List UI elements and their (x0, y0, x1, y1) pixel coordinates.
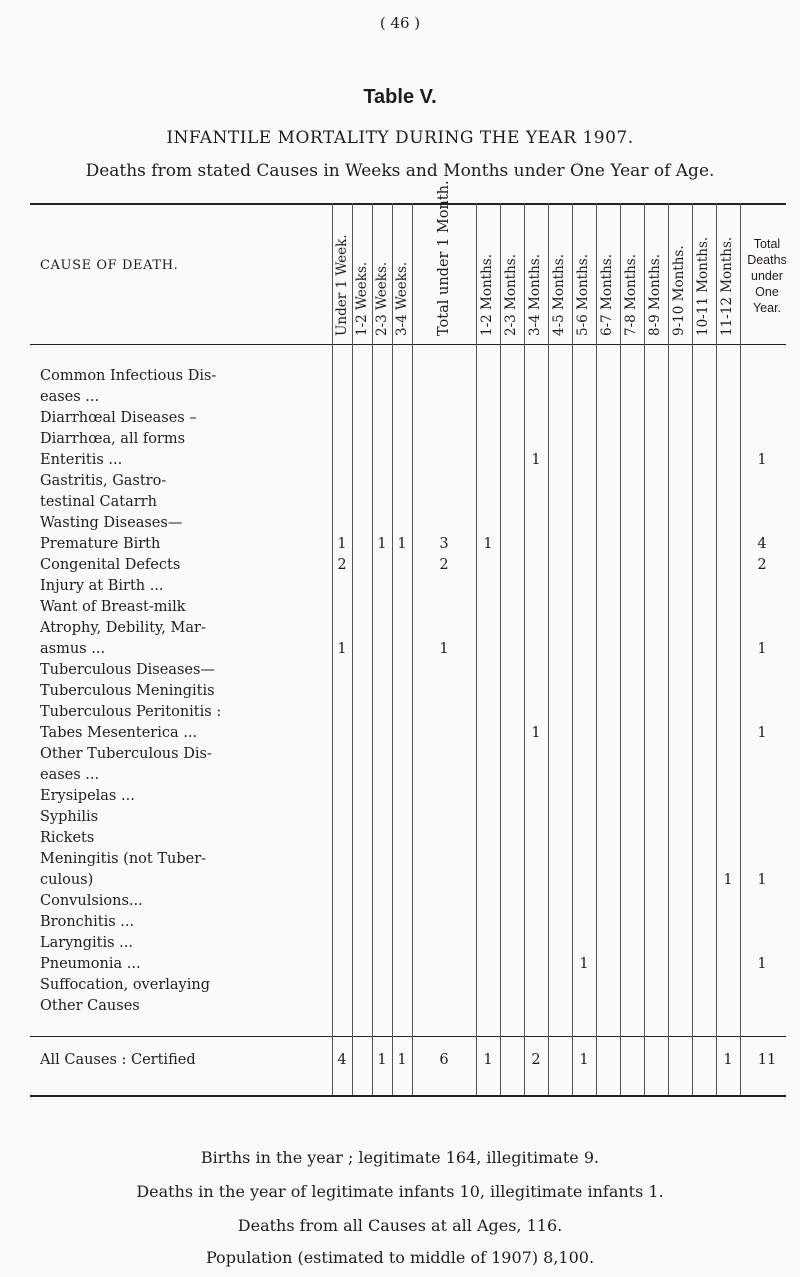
table-cell: 2 (757, 557, 767, 573)
table-cell: 2 (439, 557, 449, 573)
table-cell: 1 (757, 641, 767, 657)
table-cell: 1 (757, 725, 767, 741)
table-cell: 1 (397, 536, 407, 552)
row-label-all-causes: All Causes : Certified (40, 1052, 196, 1068)
grid-line (572, 203, 573, 1095)
table-cell: 1 (757, 956, 767, 972)
grid-line (596, 203, 597, 1095)
col-header-total-deaths: Total Deaths under One Year. (747, 237, 787, 315)
grid-line (372, 203, 373, 1095)
grid-line (476, 203, 477, 1095)
table-cell: 2 (337, 557, 347, 573)
col-header-8-9-months: 8-9 Months. (647, 253, 663, 336)
row-label: Diarrhœa, all forms (40, 431, 186, 447)
grid-line (620, 203, 621, 1095)
row-label: Pneumonia ... (40, 956, 141, 972)
row-label: Congenital Defects (40, 557, 181, 573)
row-label: Tuberculous Diseases— (40, 662, 215, 678)
total-cell: 1 (579, 1052, 589, 1068)
row-label: Atrophy, Debility, Mar- (40, 620, 206, 636)
total-cell: 1 (723, 1052, 733, 1068)
total-cell: 1 (377, 1052, 387, 1068)
table-cell: 1 (723, 872, 733, 888)
table-cell: 1 (757, 872, 767, 888)
row-label: Tabes Mesenterica ... (40, 725, 198, 741)
col-header-1-2-months: 1-2 Months. (479, 253, 495, 336)
col-header-3-4-weeks: 3-4 Weeks. (394, 261, 410, 336)
row-label: Other Tuberculous Dis- (40, 746, 212, 762)
births-note: Births in the year ; legitimate 164, illegitimate 9. (200, 1148, 600, 1167)
row-label: Tuberculous Peritonitis : (40, 704, 222, 720)
col-header-7-8-months: 7-8 Months. (623, 253, 639, 336)
row-label: Other Causes (40, 998, 140, 1014)
col-header-5-6-months: 5-6 Months. (575, 253, 591, 336)
table-cell: 3 (439, 536, 449, 552)
total-cell: 1 (483, 1052, 493, 1068)
col-header-4-5-months: 4-5 Months. (551, 253, 567, 336)
row-label: Meningitis (not Tuber- (40, 851, 207, 867)
grid-line (412, 203, 413, 1095)
population-note: Population (estimated to middle of 1907) 8,100. (205, 1248, 595, 1267)
row-label: Wasting Diseases— (40, 515, 183, 531)
row-label: Rickets (40, 830, 95, 846)
row-label: testinal Catarrh (40, 494, 157, 510)
total-cell: 6 (439, 1052, 449, 1068)
page-number: ( 46 ) (379, 14, 421, 32)
table-title: Table V. (363, 86, 437, 108)
grid-line (692, 203, 693, 1095)
row-label: culous) (40, 872, 94, 888)
grid-line (392, 203, 393, 1095)
table-cell: 1 (337, 536, 347, 552)
col-header-total-under-1-month: Total under 1 Month. (436, 180, 452, 336)
grid-line (352, 203, 353, 1095)
table-cell: 1 (531, 452, 541, 468)
total-cell: 2 (531, 1052, 541, 1068)
col-header-11-12-months: 11-12 Months. (719, 236, 735, 336)
row-label: Diarrhœal Diseases – (40, 410, 197, 426)
col-header-1-2-weeks: 1-2 Weeks. (354, 261, 370, 336)
header-rule (30, 344, 786, 345)
row-label: Suffocation, overlaying (40, 977, 210, 993)
col-header-10-11-months: 10-11 Months. (695, 236, 711, 336)
table-cell: 4 (757, 536, 767, 552)
col-header-under-1-week: Under 1 Week. (334, 234, 350, 336)
all-ages-note: Deaths from all Causes at all Ages, 116. (237, 1216, 563, 1235)
row-label: Injury at Birth ... (40, 578, 164, 594)
total-cell: 1 (397, 1052, 407, 1068)
grid-line (500, 203, 501, 1095)
row-label: eases ... (40, 389, 100, 405)
grid-line (740, 203, 741, 1095)
col-header-2-3-weeks: 2-3 Weeks. (374, 261, 390, 336)
row-label: Bronchitis ... (40, 914, 135, 930)
total-cell: 4 (337, 1052, 347, 1068)
row-label: Tuberculous Meningitis (40, 683, 215, 699)
col-header-6-7-months: 6-7 Months. (599, 253, 615, 336)
table-subtitle: INFANTILE MORTALITY DURING THE YEAR 1907. (166, 128, 634, 148)
row-label: Laryngitis ... (40, 935, 133, 951)
col-header-2-3-months: 2-3 Months. (503, 253, 519, 336)
table-cell: 1 (531, 725, 541, 741)
grid-line (716, 203, 717, 1095)
row-label: Convulsions... (40, 893, 143, 909)
row-label: Common Infectious Dis- (40, 368, 217, 384)
cause-of-death-header: CAUSE OF DEATH. (40, 258, 179, 273)
row-label: asmus ... (40, 641, 106, 657)
row-label: eases ... (40, 767, 100, 783)
table-bottom-rule (30, 1095, 786, 1097)
row-label: Enteritis ... (40, 452, 123, 468)
grid-line (548, 203, 549, 1095)
row-label: Gastritis, Gastro- (40, 473, 167, 489)
grid-line (524, 203, 525, 1095)
table-caption: Deaths from stated Causes in Weeks and Months under One Year of Age. (85, 161, 715, 181)
total-cell: 11 (757, 1052, 777, 1068)
deaths-note: Deaths in the year of legitimate infants 10, illegitimate infants 1. (136, 1182, 664, 1201)
table-cell: 1 (579, 956, 589, 972)
totals-rule (30, 1036, 786, 1037)
row-label: Erysipelas ... (40, 788, 135, 804)
col-header-9-10-months: 9-10 Months. (671, 245, 687, 336)
grid-line (644, 203, 645, 1095)
row-label: Want of Breast-milk (40, 599, 186, 615)
table-cell: 1 (757, 452, 767, 468)
table-cell: 1 (377, 536, 387, 552)
row-label: Premature Birth (40, 536, 161, 552)
table-cell: 1 (337, 641, 347, 657)
grid-line (668, 203, 669, 1095)
table-cell: 1 (439, 641, 449, 657)
row-label: Syphilis (40, 809, 99, 825)
table-top-rule (30, 203, 786, 205)
col-header-3-4-months: 3-4 Months. (527, 253, 543, 336)
table-cell: 1 (483, 536, 493, 552)
